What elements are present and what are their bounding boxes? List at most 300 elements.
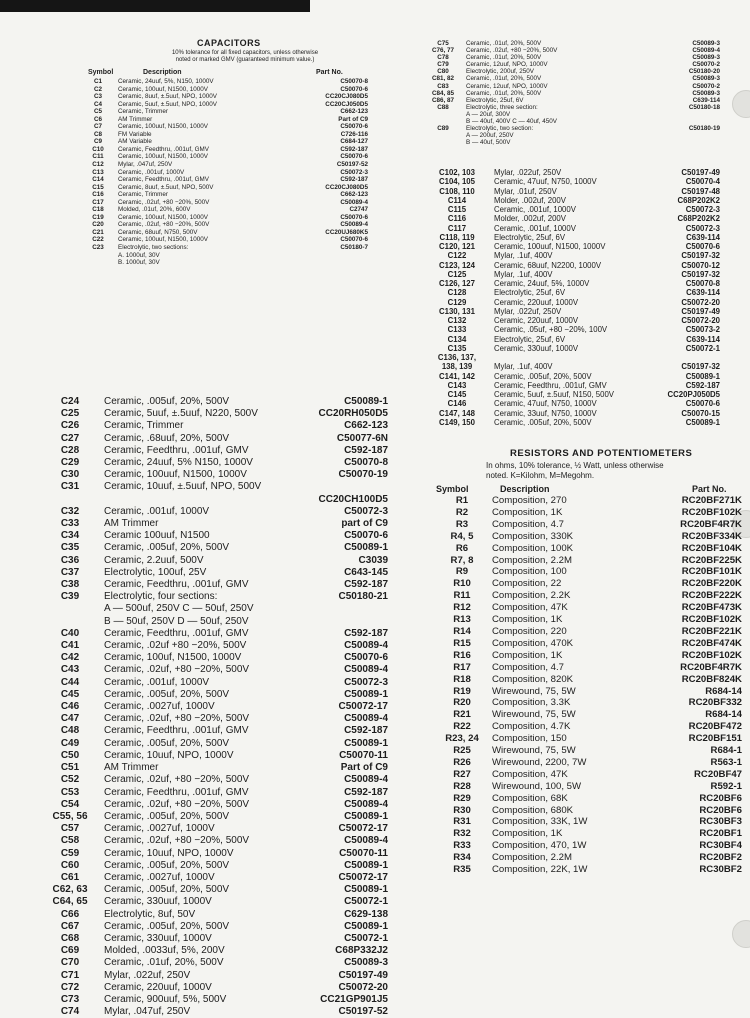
description-cell: Electrolytic, 200uf, 250V: [466, 68, 534, 76]
part-number-cell: C50089-3: [692, 89, 720, 97]
description-cell: Ceramic, Feedthru, .001uf, GMV: [104, 786, 249, 798]
part-number-cell: C639-114: [686, 232, 720, 242]
table-row: [36, 909, 388, 921]
description-cell: Ceramic, .02uf, +80 −20%, 500V: [104, 664, 250, 676]
table-row: [78, 161, 368, 169]
capacitors-title: CAPACITORS: [197, 38, 261, 48]
table-row: [432, 757, 742, 769]
table-row: [36, 579, 388, 591]
part-number-cell: C50089-1: [344, 396, 388, 407]
part-number-cell: RC20BF6: [699, 792, 742, 804]
symbol-cell: [420, 111, 466, 118]
part-number-cell: C50089-3: [692, 54, 720, 62]
symbol-cell: C130, 131: [439, 306, 475, 316]
table-row: [420, 390, 720, 399]
description-cell: AM Trimmer: [104, 762, 159, 774]
part-number-cell: C592-187: [340, 145, 368, 153]
description-cell: Composition, 4.7K: [492, 721, 571, 733]
part-number-cell: C50072-3: [344, 505, 388, 517]
part-number-cell: R684-1: [710, 745, 742, 757]
description-cell: Composition, 22K, 1W: [492, 864, 588, 876]
table-row: [78, 93, 368, 101]
symbol-cell: R33: [453, 840, 471, 852]
table-row: [420, 47, 720, 54]
table-row: [420, 132, 720, 139]
resistors-note: In ohms, 10% tolerance, ½ Watt, unless otherwise noted. K=Kilohm, M=Megohm.: [486, 461, 664, 480]
symbol-cell: C53: [60, 786, 80, 798]
description-cell: Ceramic, Feedthru, .001uf, GMV: [494, 380, 607, 390]
symbol-cell: R14: [453, 625, 471, 637]
symbol-cell: C80: [437, 68, 449, 76]
table-row: [36, 860, 388, 872]
description-cell: Ceramic, .02uf, +80 −20%, 500V: [104, 798, 250, 810]
part-number-cell: C50072-20: [681, 316, 720, 325]
part-number-cell: RC30BF2: [699, 864, 742, 876]
part-number-cell: RC20BF334K: [681, 530, 742, 542]
part-number-cell: C50072-20: [681, 297, 720, 307]
table-row: [432, 614, 742, 626]
symbol-cell: C19: [92, 213, 104, 221]
part-number-cell: C50072-1: [344, 932, 388, 944]
description-cell: Composition, 1K: [492, 614, 563, 626]
description-cell: Electrolytic, 100uf, 25V: [104, 566, 207, 578]
part-number-cell: C50197-48: [681, 186, 720, 196]
description-cell: Ceramic, .02uf +80 −20%, 500V: [104, 640, 247, 652]
description-cell: Electrolytic, 25uf, 6V: [494, 334, 566, 344]
description-cell: Ceramic, .005uf, 20%, 500V: [104, 737, 230, 749]
description-cell: Ceramic, 24uuf, 5% N150, 1000V: [104, 457, 253, 469]
table-row: [36, 677, 388, 689]
table-row: [420, 298, 720, 307]
part-number-cell: C50070-6: [340, 85, 368, 93]
description-cell: Composition, 100K: [492, 542, 574, 554]
description-cell: Composition, 150: [492, 733, 567, 745]
symbol-cell: C7: [93, 123, 103, 131]
table-row: [432, 864, 742, 876]
description-cell: Composition, 47K: [492, 602, 568, 614]
part-number-cell: C50070-6: [685, 242, 720, 251]
table-row: [420, 409, 720, 418]
part-number-cell: Part of C9: [338, 115, 368, 123]
part-number-cell: C50197-52: [338, 1006, 388, 1018]
part-number-cell: C50089-1: [344, 688, 388, 700]
part-number-cell: [642, 111, 720, 118]
symbol-cell: R27: [453, 768, 471, 780]
table-row: [36, 518, 388, 530]
description-cell: Ceramic, 220uuf, 1000V: [494, 297, 579, 307]
description-cell: Composition, 1K: [492, 828, 563, 840]
description-cell: Wirewound, 100, 5W: [492, 780, 582, 792]
table-row: [36, 555, 388, 567]
description-cell: Composition, 470K: [492, 637, 574, 649]
part-number-cell: C50070-8: [685, 279, 720, 288]
symbol-cell: C125: [447, 269, 467, 279]
symbol-cell: C16: [92, 191, 104, 199]
table-row: [432, 686, 742, 698]
description-cell: Ceramic, Feedthru, .001uf, GMV: [104, 444, 249, 456]
symbol-cell: C33: [60, 518, 80, 530]
description-cell: Composition, 220: [492, 625, 567, 637]
symbol-cell: C17: [92, 198, 104, 206]
part-number-cell: C592-187: [344, 725, 388, 737]
description-cell: Ceramic, 100uuf, N1500, 1000V: [118, 153, 208, 161]
table-row: [78, 153, 368, 161]
symbol-cell: C117: [447, 223, 467, 233]
part-number-cell: C50070-4: [685, 177, 720, 187]
table-row: [36, 823, 388, 835]
description-cell: Mylar, .047uf, 250V: [104, 1006, 191, 1018]
description-cell: Wirewound, 75, 5W: [492, 745, 576, 757]
description-cell: Ceramic, 900uuf, 5%, 500V: [104, 993, 227, 1005]
part-number-cell: C50089-1: [685, 417, 720, 427]
table-row: [432, 745, 742, 757]
part-number-cell: C50197-32: [681, 362, 720, 372]
symbol-cell: C70: [60, 957, 80, 969]
description-cell: Composition, 1K: [492, 506, 563, 518]
description-cell: B — 40uf, 400V C — 40uf, 450V: [466, 118, 558, 126]
part-number-cell: C50180-21: [338, 591, 388, 603]
table-row: [432, 543, 742, 555]
symbol-cell: C5: [93, 108, 103, 116]
description-cell: Ceramic, .005uf, 20%, 500V: [104, 688, 230, 700]
part-number-cell: C50070-6: [340, 153, 368, 161]
description-cell: Mylar, .1uf, 400V: [494, 269, 553, 279]
table-row: [420, 75, 720, 82]
part-number-cell: [312, 616, 388, 628]
symbol-cell: R18: [453, 673, 471, 685]
part-number-cell: C50070-6: [340, 123, 368, 131]
symbol-cell: [78, 252, 118, 260]
description-cell: Mylar, .022uf, 250V: [494, 306, 562, 316]
description-cell: Ceramic, .01uf, 20%, 500V: [466, 54, 542, 62]
symbol-cell: C39: [60, 591, 80, 603]
table-row: [36, 542, 388, 554]
symbol-cell: C143: [447, 380, 467, 390]
part-number-cell: C50197-49: [681, 306, 720, 316]
table-row: [432, 638, 742, 650]
table-row: [36, 640, 388, 652]
description-cell: Molded, .0033uf, 5%, 200V: [104, 945, 225, 957]
table-row: [420, 40, 720, 47]
table-row: [420, 242, 720, 251]
description-cell: Wirewound, 2200, 7W: [492, 756, 587, 768]
symbol-cell: C57: [60, 823, 80, 835]
description-cell: [494, 353, 646, 362]
table-row: [36, 884, 388, 896]
part-number-cell: C643-145: [344, 566, 388, 578]
description-cell: Electrolytic, 25uf, 6V: [494, 232, 566, 242]
part-number-cell: C50089-4: [344, 664, 388, 676]
symbol-cell: R11: [453, 590, 471, 602]
table-row: [36, 652, 388, 664]
table-row: [420, 90, 720, 97]
symbol-cell: R13: [453, 614, 471, 626]
part-number-cell: RC20BF101K: [681, 566, 742, 578]
symbol-cell: C84, 85: [431, 89, 455, 97]
description-cell: Composition, 2.2M: [492, 852, 572, 864]
description-cell: B — 40uf, 500V: [466, 139, 511, 147]
part-number-cell: C50089-3: [344, 957, 388, 969]
table-row: [432, 709, 742, 721]
part-number-cell: RC20BF4R7K: [680, 518, 742, 530]
description-cell: Ceramic, 33uuf, N750, 1000V: [494, 408, 597, 418]
description-cell: Mylar, .022uf, 250V: [494, 168, 562, 177]
symbol-cell: C31: [60, 481, 80, 493]
description-cell: B. 1000uf, 30V: [118, 259, 160, 267]
description-cell: Composition, 33K, 1W: [492, 816, 588, 828]
table-row: [420, 325, 720, 334]
description-cell: Ceramic, .001uf, 1000V: [118, 168, 185, 176]
symbol-cell: R2: [455, 506, 469, 518]
part-number-cell: C50180-18: [688, 103, 720, 111]
symbol-cell: R22: [453, 721, 471, 733]
part-number-cell: RC20BF102K: [681, 649, 742, 661]
symbol-cell: C47: [60, 713, 80, 725]
part-number-cell: C50072-17: [338, 823, 388, 835]
description-cell: Ceramic, .68uuf, 20%, 500V: [104, 432, 230, 444]
table-row: [432, 590, 742, 602]
part-number-cell: [294, 259, 368, 267]
table-row: [420, 233, 720, 242]
capacitor-table-right-top: [420, 40, 720, 146]
table-row: [36, 506, 388, 518]
description-cell: Ceramic, .005uf, 20%, 500V: [104, 810, 230, 822]
table-row: [78, 176, 368, 184]
description-cell: Ceramic, Feedthru, .001uf, GMV: [104, 725, 249, 737]
capacitor-table-left-bottom: [36, 396, 388, 1018]
part-number-cell: C50070-19: [338, 469, 388, 481]
symbol-cell: C36: [60, 554, 80, 566]
symbol-cell: C54: [60, 798, 80, 810]
description-cell: Ceramic, 100uuf, N1500, 1000V: [494, 242, 606, 251]
symbol-cell: [36, 616, 104, 628]
symbol-cell: C79: [437, 61, 449, 69]
symbol-cell: C49: [60, 737, 80, 749]
symbol-cell: C41: [60, 640, 80, 652]
symbol-cell: C76, 77: [431, 47, 455, 55]
description-cell: Ceramic, 2.2uuf, 500V: [104, 554, 204, 566]
symbol-cell: R28: [453, 780, 471, 792]
description-cell: Ceramic, 5uuf, ±.5uuf, N220, 500V: [104, 408, 258, 420]
table-row: [420, 111, 720, 118]
symbol-cell: C29: [60, 457, 80, 469]
table-row: [420, 353, 720, 362]
table-row: [78, 169, 368, 177]
table-row: [36, 933, 388, 945]
part-number-cell: C50089-4: [344, 640, 388, 652]
part-number-cell: C726-116: [340, 130, 368, 138]
symbol-cell: C134: [447, 334, 467, 344]
part-number-cell: C639-114: [692, 96, 720, 104]
part-number-cell: RC20BF472: [688, 721, 742, 733]
part-number-cell: [646, 353, 720, 362]
symbol-cell: C67: [60, 920, 80, 932]
table-row: [420, 54, 720, 61]
symbol-cell: C22: [92, 236, 104, 244]
symbol-cell: C115: [447, 205, 467, 214]
description-cell: Ceramic 100uuf, N1500: [104, 530, 210, 542]
symbol-cell: C60: [60, 859, 80, 871]
description-cell: Ceramic, 330uuf, 1000V: [104, 896, 212, 908]
part-number-cell: RC30BF3: [699, 816, 742, 828]
table-row: [432, 840, 742, 852]
table-row: [36, 396, 388, 408]
description-cell: Molder, .002uf, 200V: [494, 195, 566, 205]
description-cell: AM Trimmer: [104, 518, 159, 530]
part-number-cell: C68P332J2: [335, 945, 388, 957]
table-row: [420, 418, 720, 427]
part-number-cell: C50072-17: [338, 701, 388, 713]
part-number-cell: C50180-7: [340, 244, 368, 252]
table-row: [36, 725, 388, 737]
part-number-cell: C50070-2: [692, 82, 720, 90]
symbol-cell: [78, 259, 118, 267]
part-number-cell: RC20BF225K: [681, 554, 742, 566]
part-number-cell: RC20BF271K: [681, 495, 742, 506]
table-row: [420, 104, 720, 111]
table-row: [420, 187, 720, 196]
part-number-cell: RC20BF4R7K: [680, 661, 742, 673]
table-row: [420, 196, 720, 205]
table-row: [432, 721, 742, 733]
part-number-cell: RC20BF102K: [681, 506, 742, 518]
symbol-cell: C23: [92, 244, 104, 252]
symbol-cell: C34: [60, 530, 80, 542]
description-cell: Ceramic, 100uuf, N1500, 1000V: [118, 123, 208, 131]
table-row: [432, 555, 742, 567]
part-number-cell: Part of C9: [340, 762, 388, 774]
table-row: [78, 101, 368, 109]
table-row: [420, 168, 720, 177]
table-row: [420, 139, 720, 146]
symbol-cell: C61: [60, 871, 80, 883]
symbol-cell: C62, 63: [52, 884, 88, 896]
symbol-cell: C6: [93, 115, 103, 123]
table-row: [420, 261, 720, 270]
description-cell: Mylar, .1uf, 400V: [494, 362, 553, 372]
symbol-cell: C45: [60, 688, 80, 700]
table-row: [420, 316, 720, 325]
symbol-cell: C2: [93, 85, 103, 93]
part-number-cell: RC20BF104K: [681, 542, 742, 554]
table-row: [420, 335, 720, 344]
description-cell: Ceramic, .01uf, 20%, 500V: [466, 89, 542, 97]
symbol-cell: C3: [93, 93, 103, 101]
part-number-cell: C68P202K2: [677, 195, 720, 205]
part-number-cell: C50070-6: [340, 213, 368, 221]
symbol-cell: C149, 150: [439, 417, 475, 427]
part-number-cell: C50089-3: [692, 75, 720, 83]
symbol-cell: R30: [453, 804, 471, 816]
symbol-cell: C11: [92, 153, 104, 161]
symbol-cell: C122: [447, 251, 467, 261]
table-row: [36, 921, 388, 933]
table-row: [432, 602, 742, 614]
table-row: [420, 362, 720, 371]
description-cell: Ceramic, 12uuf, NPO, 1000V: [466, 82, 548, 90]
description-cell: Ceramic, 24uuf, 5%, N150, 1000V: [118, 78, 214, 85]
symbol-cell: C48: [60, 725, 80, 737]
table-row: [420, 214, 720, 223]
symbol-cell: C120, 121: [439, 242, 475, 251]
symbol-cell: C14: [92, 176, 104, 184]
symbol-cell: C58: [60, 835, 80, 847]
table-row: [432, 566, 742, 578]
table-row: [36, 957, 388, 969]
res-header-part-no: Part No.: [692, 484, 727, 494]
part-number-cell: [642, 118, 720, 125]
symbol-cell: R21: [453, 709, 471, 721]
table-row: [420, 83, 720, 90]
symbol-cell: C37: [60, 566, 80, 578]
table-row: [36, 848, 388, 860]
part-number-cell: C50089-1: [685, 371, 720, 381]
part-number-cell: C50070-11: [339, 847, 388, 859]
description-cell: Mylar, .047uf, 250V: [118, 161, 173, 169]
symbol-cell: R26: [453, 756, 471, 768]
symbol-cell: C132: [447, 316, 467, 325]
symbol-cell: C128: [447, 288, 467, 298]
part-number-cell: C50070-6: [344, 652, 388, 664]
table-row: [36, 994, 388, 1006]
part-number-cell: RC20BF473K: [681, 602, 742, 614]
symbol-cell: C66: [60, 908, 80, 920]
table-row: [36, 787, 388, 799]
table-row: [36, 982, 388, 994]
part-number-cell: C50089-1: [344, 884, 388, 896]
part-number-cell: C50197-32: [681, 251, 720, 261]
description-cell: Ceramic, 330uuf, 1000V: [104, 932, 212, 944]
description-cell: Ceramic, 8uuf, ±.5uuf, NPO, 1000V: [118, 93, 218, 101]
table-row: [420, 399, 720, 408]
description-cell: Composition, 270: [492, 495, 567, 506]
symbol-cell: C72: [60, 981, 80, 993]
part-number-cell: C50089-3: [692, 40, 720, 47]
symbol-cell: C4: [93, 100, 103, 108]
table-row: [36, 664, 388, 676]
part-number-cell: C50070-6: [344, 530, 388, 542]
part-number-cell: C592-187: [685, 380, 720, 390]
description-cell: Composition, 2.2K: [492, 590, 571, 602]
symbol-cell: C145: [447, 390, 467, 399]
table-row: [36, 896, 388, 908]
symbol-cell: C71: [60, 969, 80, 981]
symbol-cell: C43: [60, 664, 80, 676]
description-cell: Ceramic, Trimmer: [118, 108, 169, 116]
part-number-cell: RC30BF4: [699, 840, 742, 852]
table-row: [420, 270, 720, 279]
part-number-cell: C629-138: [344, 908, 388, 920]
description-cell: Ceramic, 100uuf, N1500, 1000V: [118, 236, 208, 244]
table-row: [36, 750, 388, 762]
part-number-cell: C639-114: [686, 288, 720, 298]
description-cell: Ceramic, .005uf, 20%, 500V: [494, 371, 592, 381]
res-header-symbol: Symbol: [436, 484, 469, 494]
description-cell: Electrolytic, three section:: [466, 103, 538, 111]
table-row: [420, 224, 720, 233]
symbol-cell: R34: [453, 852, 471, 864]
symbol-cell: C50: [60, 749, 80, 761]
description-cell: Ceramic, Trimmer: [104, 420, 184, 432]
table-row: [78, 206, 368, 214]
table-row: [36, 689, 388, 701]
symbol-cell: C10: [92, 145, 104, 153]
table-row: [36, 701, 388, 713]
table-row: [432, 662, 742, 674]
part-number-cell: RC20BF2: [699, 852, 742, 864]
part-number-cell: C50180-19: [688, 125, 720, 133]
description-cell: Ceramic, 68uuf, N2200, 1000V: [494, 260, 602, 270]
